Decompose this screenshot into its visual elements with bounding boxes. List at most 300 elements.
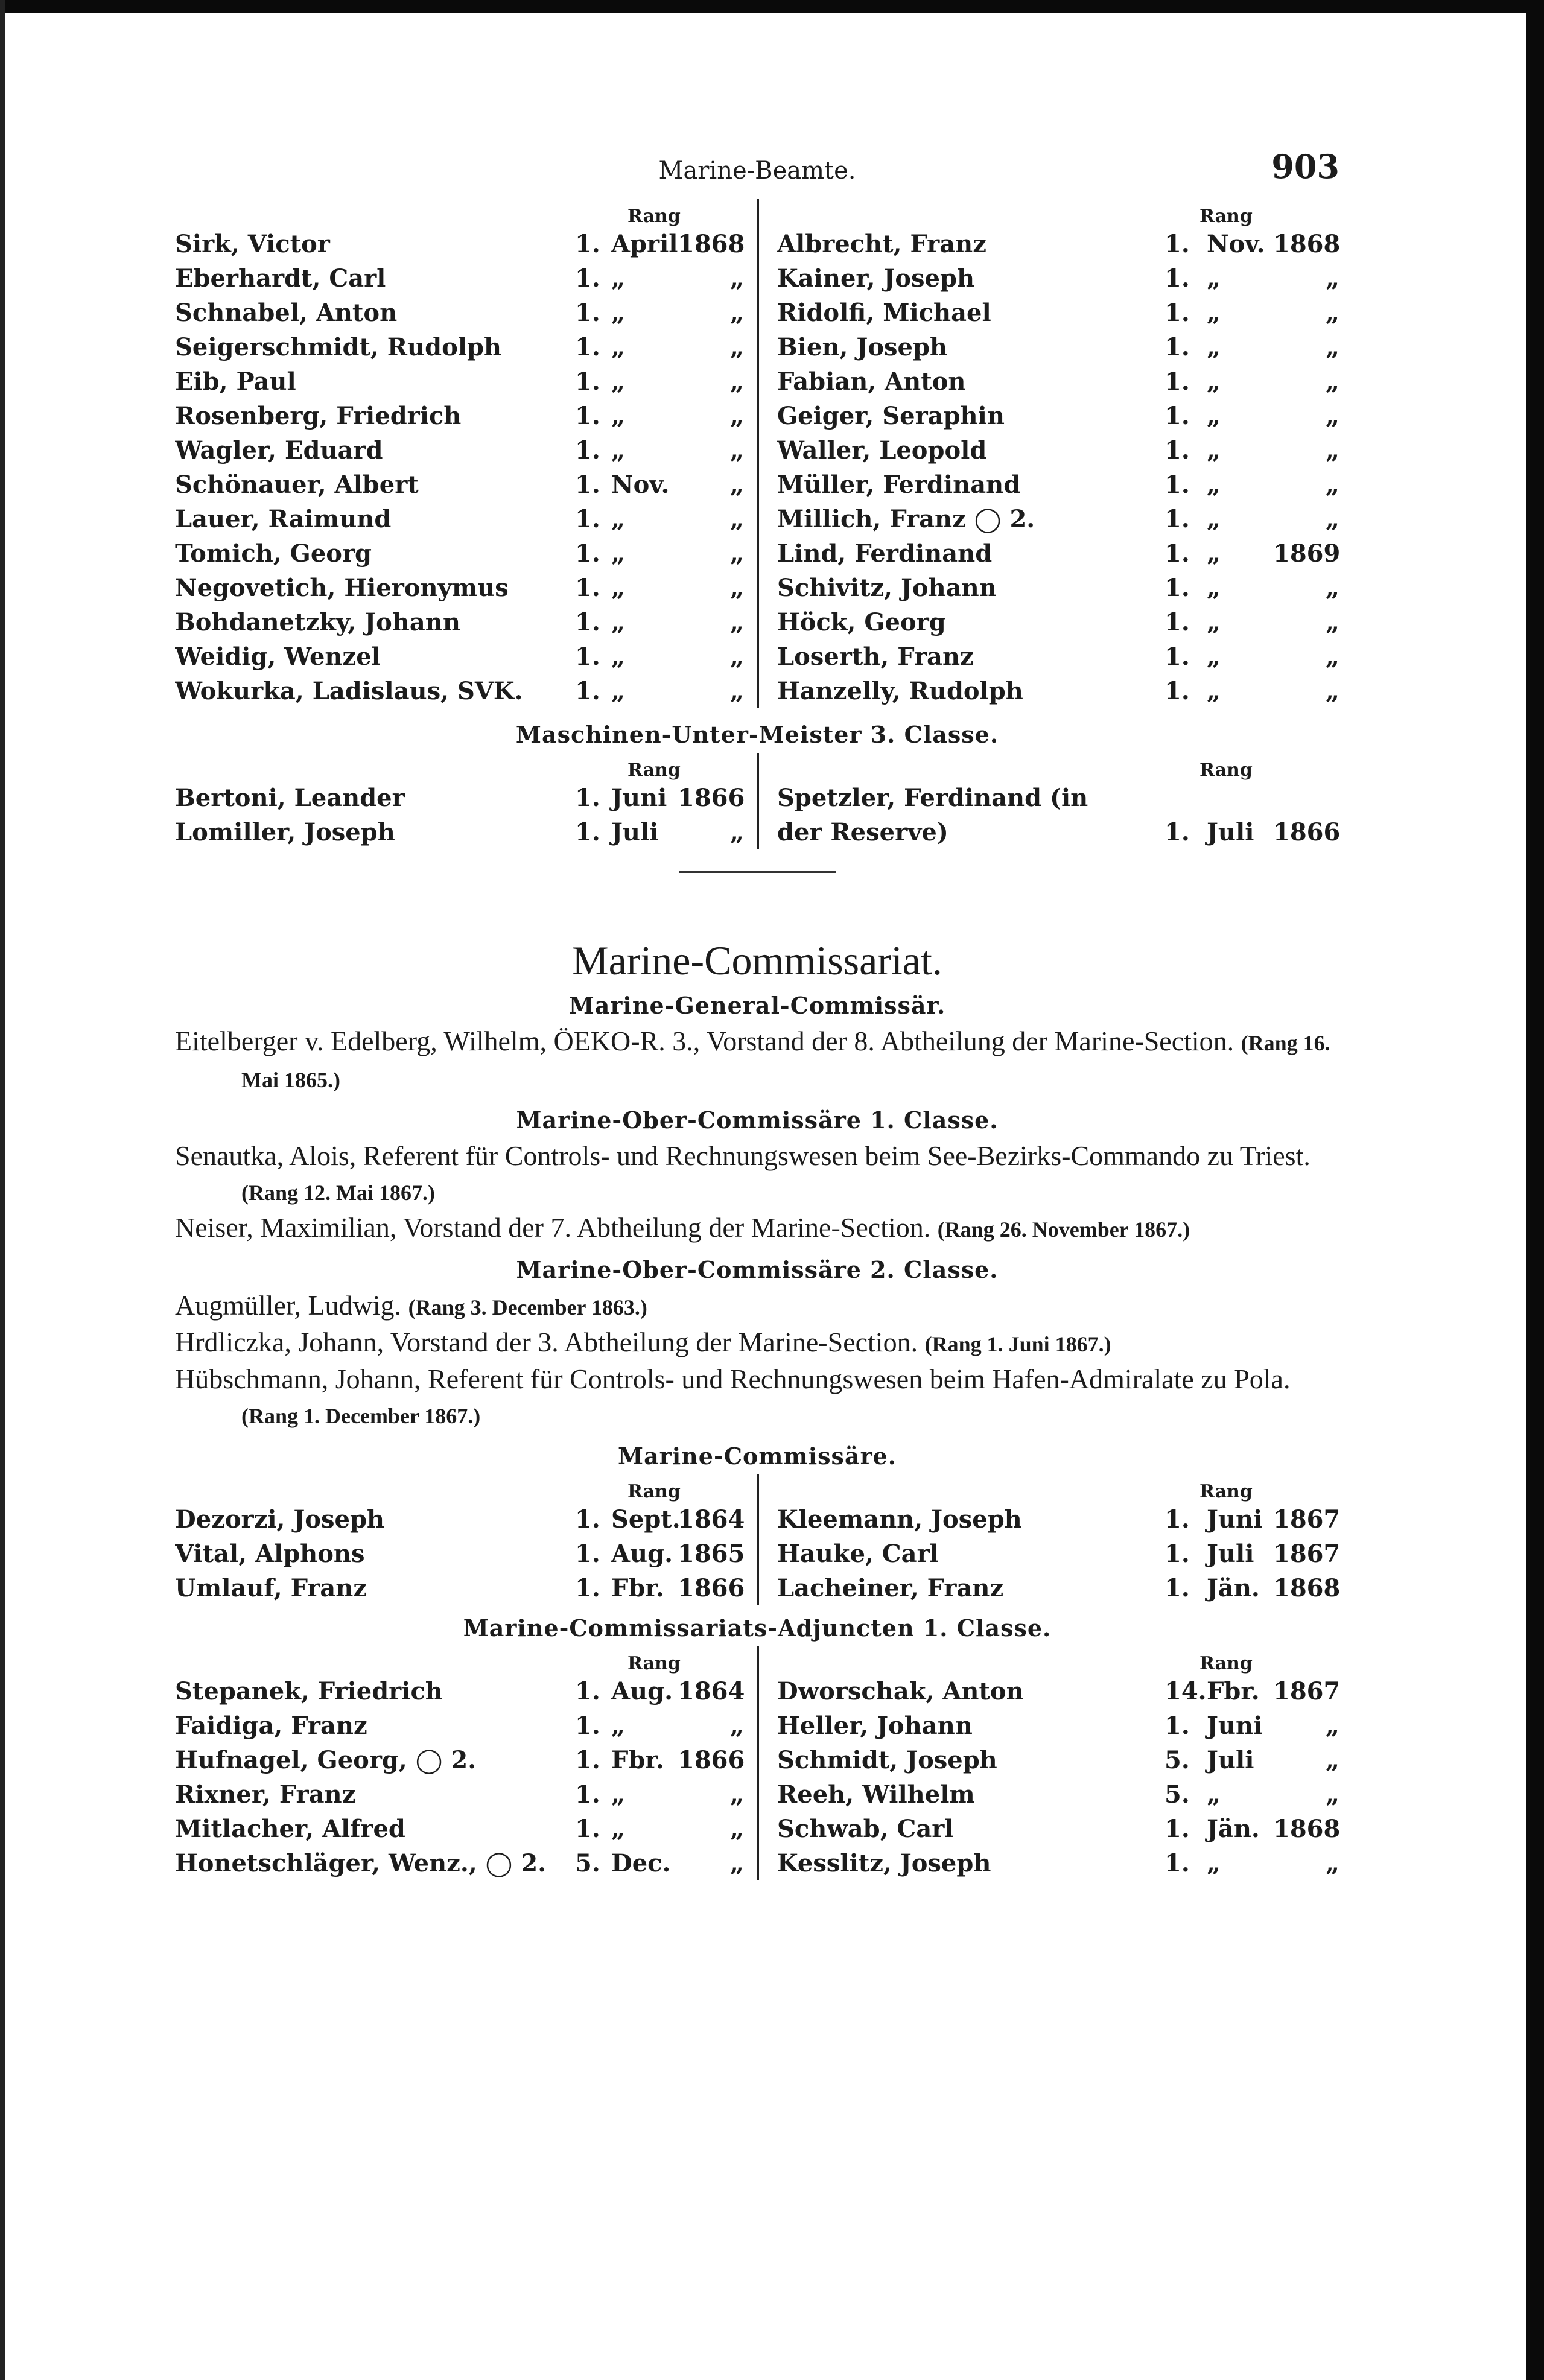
rang-day: 1.	[575, 643, 600, 671]
rang-day: 1.	[575, 402, 600, 430]
rang-day: 1.	[575, 574, 600, 602]
ober1-entry-neiser	[175, 1210, 1339, 1247]
rang-month: „	[611, 333, 626, 361]
rang-day: 1.	[575, 505, 600, 533]
section1-table	[175, 199, 1339, 708]
roster-row	[175, 502, 744, 536]
rang-day: 1.	[575, 299, 600, 327]
person-name: Kesslitz, Joseph	[777, 1849, 991, 1877]
rang-year: „	[1325, 1746, 1339, 1774]
rang-month: Juni	[1207, 1712, 1263, 1740]
roster-row	[175, 639, 744, 674]
roster-row	[175, 1709, 744, 1743]
rang-year: 1867	[1273, 1677, 1341, 1706]
rang-day: 1.	[1164, 505, 1190, 533]
rang-year: 1866	[1273, 818, 1341, 846]
person-name: Geiger, Seraphin	[777, 402, 1005, 430]
person-name: Bohdanetzky, Johann	[175, 608, 460, 636]
roster-row	[175, 399, 744, 433]
rang-month: Juli	[1207, 1746, 1254, 1774]
roster-row	[777, 399, 1339, 433]
rang-day: 1.	[575, 1815, 600, 1843]
rang-month: „	[611, 1780, 626, 1809]
roster-row	[777, 502, 1339, 536]
scan-border-top	[0, 0, 1544, 13]
rang-month: „	[611, 1815, 626, 1843]
rang-day: 1.	[1164, 230, 1190, 258]
roster-row	[777, 261, 1339, 296]
ober2-entry-hrdliczka	[175, 1325, 1339, 1362]
rang-month: „	[611, 1712, 626, 1740]
rang-year: „	[729, 1849, 744, 1877]
person-name: der Reserve)	[777, 818, 948, 846]
rang-month: Juli	[1207, 1540, 1254, 1568]
person-name: Dezorzi, Joseph	[175, 1505, 384, 1534]
rang-column-header	[777, 1474, 1339, 1502]
general-commissaer-heading: Marine-General-Commissär.	[568, 992, 946, 1019]
rang-day: 1.	[1164, 436, 1190, 465]
rang-label: Rang	[1199, 1481, 1253, 1502]
roster-row	[175, 227, 744, 261]
adjuncten-right-column	[757, 1646, 1339, 1880]
roster-row	[175, 674, 744, 708]
commissaere-left-column	[175, 1474, 757, 1605]
rang-year: „	[729, 333, 744, 361]
person-name: Albrecht, Franz	[777, 230, 986, 258]
rang-year: „	[729, 264, 744, 293]
entry-text: Hrdliczka, Johann, Vorstand der 3. Abtheilung der Marine-Section.	[175, 1327, 918, 1357]
rang-year: „	[1325, 402, 1339, 430]
rang-month: „	[611, 402, 626, 430]
entry-rang: (Rang 12. Mai 1867.)	[241, 1181, 435, 1205]
rang-month: „	[1207, 471, 1221, 499]
section2-right-column	[757, 753, 1339, 849]
person-name: Ridolfi, Michael	[777, 299, 991, 327]
rang-day: 1.	[1164, 677, 1190, 705]
rang-day: 1.	[575, 333, 600, 361]
rang-label: Rang	[627, 206, 681, 227]
rang-year: „	[1325, 367, 1339, 396]
person-name: Hanzelly, Rudolph	[777, 677, 1023, 705]
roster-row	[777, 571, 1339, 605]
roster-row	[175, 1537, 744, 1571]
rang-label: Rang	[1199, 760, 1253, 781]
rang-year: 1867	[1273, 1540, 1341, 1568]
person-name: Lind, Ferdinand	[777, 539, 993, 568]
rang-year: „	[1325, 608, 1339, 636]
person-name: Sirk, Victor	[175, 230, 330, 258]
rang-year: „	[1325, 471, 1339, 499]
rang-month: „	[611, 299, 626, 327]
rang-month: „	[611, 505, 626, 533]
entry-text: Augmüller, Ludwig.	[175, 1290, 402, 1321]
rang-month: „	[1207, 1849, 1221, 1877]
roster-row	[777, 605, 1339, 639]
rang-day: 1.	[1164, 818, 1190, 846]
section1-right-column	[757, 199, 1339, 708]
person-name: Heller, Johann	[777, 1712, 973, 1740]
scan-border-left	[0, 0, 5, 2380]
entry-rang: (Rang 1. December 1867.)	[241, 1404, 481, 1428]
commissaere-table	[175, 1474, 1339, 1605]
rang-year: „	[729, 608, 744, 636]
rang-year: 1867	[1273, 1505, 1341, 1534]
rang-label: Rang	[627, 1653, 681, 1674]
rang-month: „	[1207, 436, 1221, 465]
rang-day: 1.	[1164, 1540, 1190, 1568]
person-name: Bertoni, Leander	[175, 784, 405, 812]
rang-column-header	[175, 753, 744, 781]
rang-day: 1.	[575, 436, 600, 465]
roster-row	[777, 674, 1339, 708]
rang-month: Juni	[1207, 1505, 1263, 1534]
adjuncten-left-column	[175, 1646, 757, 1880]
rang-month: „	[1207, 299, 1221, 327]
roster-row	[175, 330, 744, 364]
rang-day: 1.	[575, 1505, 600, 1534]
rang-day: 1.	[1164, 402, 1190, 430]
section-divider	[679, 871, 836, 873]
entry-text: Eitelberger v. Edelberg, Wilhelm, ÖEKO-R. 3., Vorstand der 8. Abtheilung der Marine-Section.	[175, 1026, 1234, 1056]
person-name: Schwab, Carl	[777, 1815, 954, 1843]
rang-year: „	[729, 1780, 744, 1809]
rang-column-header	[175, 199, 744, 227]
person-name: Rixner, Franz	[175, 1780, 356, 1809]
rang-day: 1.	[575, 784, 600, 812]
person-name: Lauer, Raimund	[175, 505, 392, 533]
person-name: Höck, Georg	[777, 608, 946, 636]
roster-row	[777, 433, 1339, 468]
rang-day: 1.	[575, 608, 600, 636]
rang-day: 1.	[575, 539, 600, 568]
rang-month: Fbr.	[1207, 1677, 1260, 1706]
rang-month: „	[1207, 1780, 1221, 1809]
ober2-entry-augmueller	[175, 1288, 1339, 1325]
rang-day: 1.	[1164, 264, 1190, 293]
roster-row	[777, 1812, 1339, 1846]
entry-rang: (Rang 26. November 1867.)	[937, 1217, 1190, 1242]
rang-label: Rang	[627, 760, 681, 781]
rang-day: 1.	[1164, 1815, 1190, 1843]
rang-year: 1864	[678, 1677, 745, 1706]
person-name: Tomich, Georg	[175, 539, 372, 568]
commissaere-right-column	[757, 1474, 1339, 1605]
roster-row	[777, 815, 1339, 849]
person-name: Spetzler, Ferdinand (in	[777, 784, 1088, 812]
rang-year: „	[729, 539, 744, 568]
roster-row	[777, 1846, 1339, 1880]
person-name: Schnabel, Anton	[175, 299, 398, 327]
person-name: Kainer, Joseph	[777, 264, 975, 293]
rang-day: 1.	[1164, 608, 1190, 636]
roster-row	[777, 364, 1339, 399]
rang-year: 1866	[678, 784, 745, 812]
roster-row	[175, 1846, 744, 1880]
rang-month: Aug.	[611, 1677, 673, 1706]
rang-label: Rang	[1199, 1653, 1253, 1674]
rang-day: 1.	[1164, 1505, 1190, 1534]
roster-row	[175, 261, 744, 296]
rang-month: „	[1207, 539, 1221, 568]
person-name: Honetschläger, Wenz., ◯ 2.	[175, 1849, 547, 1877]
roster-row	[175, 1743, 744, 1777]
person-name: Kleemann, Joseph	[777, 1505, 1022, 1534]
rang-day: 1.	[575, 367, 600, 396]
rang-month: „	[611, 367, 626, 396]
rang-column-header	[777, 753, 1339, 781]
rang-year: „	[1325, 643, 1339, 671]
ober1-heading: Marine-Ober-Commissäre 1. Classe.	[516, 1106, 999, 1134]
person-name: Vital, Alphons	[175, 1540, 365, 1568]
roster-row	[175, 433, 744, 468]
section2-table	[175, 753, 1339, 849]
rang-year: „	[1325, 574, 1339, 602]
rang-label: Rang	[1199, 206, 1253, 227]
entry-rang: (Rang 1. Juni 1867.)	[924, 1332, 1111, 1356]
rang-day: 1.	[1164, 539, 1190, 568]
rang-year: „	[1325, 1712, 1339, 1740]
person-name: Wagler, Eduard	[175, 436, 383, 465]
rang-month: „	[1207, 264, 1221, 293]
roster-row	[777, 1571, 1339, 1605]
rang-column-header	[777, 1646, 1339, 1674]
rang-year: „	[1325, 1849, 1339, 1877]
roster-row	[175, 571, 744, 605]
roster-row	[175, 468, 744, 502]
ober2-heading: Marine-Ober-Commissäre 2. Classe.	[516, 1256, 999, 1283]
rang-day: 1.	[1164, 1574, 1190, 1602]
roster-row	[777, 1502, 1339, 1537]
rang-month: „	[1207, 367, 1221, 396]
rang-year: „	[729, 299, 744, 327]
rang-year: „	[729, 402, 744, 430]
rang-day: 1.	[575, 677, 600, 705]
person-name: Millich, Franz ◯ 2.	[777, 505, 1035, 533]
rang-year: 1868	[1273, 1574, 1341, 1602]
entry-text: Neiser, Maximilian, Vorstand der 7. Abtheilung der Marine-Section.	[175, 1212, 931, 1243]
rang-year: „	[729, 677, 744, 705]
person-name: Hauke, Carl	[777, 1540, 939, 1568]
person-name: Wokurka, Ladislaus, SVK.	[175, 677, 523, 705]
rang-day: 1.	[575, 1677, 600, 1706]
rang-year: 1866	[678, 1574, 745, 1602]
roster-row	[175, 1777, 744, 1812]
roster-row	[175, 1812, 744, 1846]
person-name: Waller, Leopold	[777, 436, 987, 465]
roster-row	[777, 1743, 1339, 1777]
person-name: Seigerschmidt, Rudolph	[175, 333, 502, 361]
rang-column-header	[777, 199, 1339, 227]
roster-row	[777, 1777, 1339, 1812]
rang-month: „	[1207, 333, 1221, 361]
person-name: Schmidt, Joseph	[777, 1746, 997, 1774]
rang-day: 1.	[575, 1712, 600, 1740]
person-name: Rosenberg, Friedrich	[175, 402, 462, 430]
rang-month: „	[611, 608, 626, 636]
running-header	[175, 145, 1339, 199]
person-name: Reeh, Wilhelm	[777, 1780, 975, 1809]
rang-year: „	[1325, 299, 1339, 327]
rang-day: 1.	[1164, 643, 1190, 671]
roster-row	[175, 1674, 744, 1709]
commissaere-heading: Marine-Commissäre.	[618, 1442, 897, 1470]
rang-month: April	[611, 230, 678, 258]
running-title: Marine-Beamte.	[658, 157, 856, 185]
person-name: Stepanek, Friedrich	[175, 1677, 443, 1706]
roster-row	[777, 296, 1339, 330]
roster-row	[777, 639, 1339, 674]
rang-day: 1.	[1164, 333, 1190, 361]
rang-year: 1865	[678, 1540, 745, 1568]
rang-year: „	[1325, 264, 1339, 293]
rang-year: 1864	[678, 1505, 745, 1534]
roster-row	[777, 227, 1339, 261]
page	[175, 145, 1339, 1880]
person-name: Hufnagel, Georg, ◯ 2.	[175, 1746, 477, 1774]
rang-month: Jän.	[1207, 1815, 1260, 1843]
rang-month: Juni	[611, 784, 667, 812]
rang-year: „	[1325, 436, 1339, 465]
entry-rang: (Rang 16. Mai 1865.)	[241, 1031, 1330, 1092]
rang-day: 1.	[575, 230, 600, 258]
rang-month: Nov.	[1207, 230, 1265, 258]
rang-day: 1.	[575, 1540, 600, 1568]
person-name: Umlauf, Franz	[175, 1574, 367, 1602]
rang-month: „	[1207, 505, 1221, 533]
roster-row	[777, 1709, 1339, 1743]
rang-month: Nov.	[611, 471, 670, 499]
rang-year: „	[729, 1712, 744, 1740]
roster-row	[175, 536, 744, 571]
rang-day: 5.	[1164, 1780, 1190, 1809]
rang-month: „	[1207, 574, 1221, 602]
person-name: Lacheiner, Franz	[777, 1574, 1004, 1602]
rang-year: „	[1325, 505, 1339, 533]
person-name: Schönauer, Albert	[175, 471, 419, 499]
roster-row	[175, 1502, 744, 1537]
rang-day: 5.	[1164, 1746, 1190, 1774]
rang-year: „	[729, 818, 744, 846]
rang-month: „	[1207, 643, 1221, 671]
rang-year: 1869	[1273, 539, 1341, 568]
rang-day: 5.	[575, 1849, 600, 1877]
person-name: Lomiller, Joseph	[175, 818, 395, 846]
rang-year: „	[729, 471, 744, 499]
rang-month: Aug.	[611, 1540, 673, 1568]
rang-label: Rang	[627, 1481, 681, 1502]
rang-day: 1.	[575, 1780, 600, 1809]
rang-month: „	[1207, 402, 1221, 430]
entry-text: Hübschmann, Johann, Referent für Controls- und Rechnungswesen beim Hafen-Admiralate zu Pola.	[175, 1363, 1291, 1394]
rang-month: „	[611, 539, 626, 568]
rang-month: Juli	[1207, 818, 1254, 846]
rang-year: „	[729, 367, 744, 396]
section1-left-column	[175, 199, 757, 708]
person-name: Weidig, Wenzel	[175, 643, 381, 671]
person-name: Bien, Joseph	[777, 333, 948, 361]
rang-year: „	[729, 1815, 744, 1843]
roster-row	[777, 536, 1339, 571]
rang-day: 1.	[1164, 1712, 1190, 1740]
roster-row	[777, 330, 1339, 364]
rang-day: 1.	[575, 818, 600, 846]
rang-day: 1.	[575, 1574, 600, 1602]
person-name: Faidiga, Franz	[175, 1712, 367, 1740]
section2-left-column	[175, 753, 757, 849]
rang-month: Juli	[611, 818, 659, 846]
rang-year: 1868	[678, 230, 745, 258]
person-name: Eberhardt, Carl	[175, 264, 386, 293]
roster-row	[777, 468, 1339, 502]
roster-row	[175, 781, 744, 815]
rang-month: „	[1207, 608, 1221, 636]
roster-row	[175, 605, 744, 639]
adjuncten-table	[175, 1646, 1339, 1880]
rang-column-header	[175, 1474, 744, 1502]
rang-month: „	[611, 574, 626, 602]
rang-year: „	[729, 643, 744, 671]
rang-year: 1866	[678, 1746, 745, 1774]
rang-year: „	[729, 505, 744, 533]
rang-month: „	[611, 677, 626, 705]
roster-row	[175, 296, 744, 330]
roster-row	[175, 815, 744, 849]
rang-day: 1.	[1164, 574, 1190, 602]
rang-year: „	[729, 574, 744, 602]
person-name: Fabian, Anton	[777, 367, 966, 396]
person-name: Schivitz, Johann	[777, 574, 997, 602]
ober1-entry-senautka	[175, 1138, 1339, 1210]
rang-month: Fbr.	[611, 1746, 664, 1774]
rang-day: 1.	[575, 471, 600, 499]
rang-year: 1868	[1273, 1815, 1341, 1843]
rang-column-header	[175, 1646, 744, 1674]
roster-row	[777, 781, 1339, 815]
rang-month: „	[1207, 677, 1221, 705]
roster-row	[175, 1571, 744, 1605]
roster-row	[777, 1674, 1339, 1709]
rang-day: 1.	[1164, 299, 1190, 327]
rang-day: 14.	[1164, 1677, 1207, 1706]
page-number: 903	[1271, 147, 1339, 186]
section2-heading: Maschinen-Unter-Meister 3. Classe.	[515, 721, 999, 748]
roster-row	[777, 1537, 1339, 1571]
person-name: Loserth, Franz	[777, 643, 974, 671]
rang-month: Jän.	[1207, 1574, 1260, 1602]
rang-month: „	[611, 264, 626, 293]
ober2-entry-huebschmann	[175, 1362, 1339, 1433]
scan-border-right	[1526, 0, 1544, 2380]
rang-year: „	[1325, 677, 1339, 705]
rang-month: Fbr.	[611, 1574, 664, 1602]
rang-year: 1868	[1273, 230, 1341, 258]
adjuncten-heading: Marine-Commissariats-Adjuncten 1. Classe.	[463, 1614, 1052, 1642]
rang-year: „	[1325, 1780, 1339, 1809]
general-commissaer-entry	[175, 1024, 1339, 1097]
rang-month: „	[611, 643, 626, 671]
rang-month: Dec.	[611, 1849, 671, 1877]
rang-day: 1.	[1164, 471, 1190, 499]
person-name: Negovetich, Hieronymus	[175, 574, 509, 602]
rang-month: „	[611, 436, 626, 465]
entry-text: Senautka, Alois, Referent für Controls- und Rechnungswesen beim See-Bezirks-Commando zu Triest.	[175, 1140, 1310, 1171]
person-name: Eib, Paul	[175, 367, 296, 396]
rang-day: 1.	[575, 1746, 600, 1774]
person-name: Dworschak, Anton	[777, 1677, 1024, 1706]
rang-day: 1.	[1164, 1849, 1190, 1877]
roster-row	[175, 364, 744, 399]
person-name: Mitlacher, Alfred	[175, 1815, 405, 1843]
